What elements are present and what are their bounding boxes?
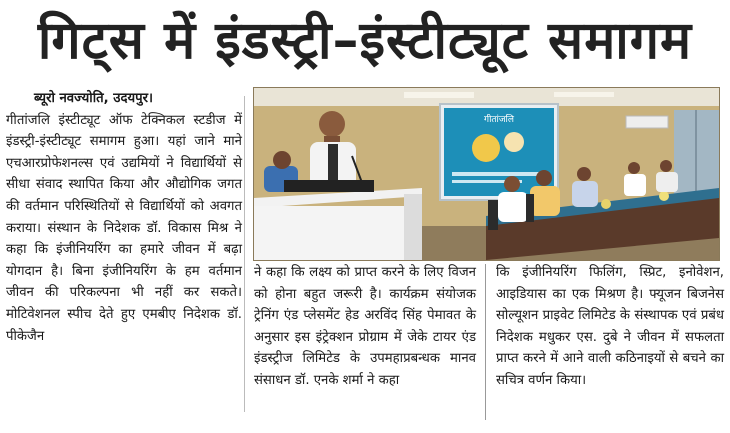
ac-unit (626, 116, 668, 128)
headline: गिट्स में इंडस्ट्री–इंस्टीट्यूट समागम (37, 11, 693, 71)
column-1-text: गीतांजलि इंस्टीट्यूट ऑफ टेक्निकल स्टडीज में इंडस्ट्री-इंस्टीट्यूट समागम हुआ। यहां जाने माने एचआरप्रोफेशनल्स एवं उद्यमियों ने विद्यार्थियों से सीधा संवाद स्थापित किया और औद्योगिक जगत की वर्तमान परिस्थितियों से विद्यार्थियों को अवगत कराया। संस्थान के निदेशक डॉ. विकास मिश्र ने कहा कि इंजीनियरिंग का हमारे जीवन में बढ़ा योगदान है। बिना इंजीनियरिंग के हम वर्तमान जीवन की परिकल्पना भी नहीं कर सकते। मोटिवेशनल स्पीच देते हुए एमबीए निदेशक डॉ. पीकेजैन (6, 112, 242, 344)
banner-emblem (472, 134, 500, 162)
article-column-3 (496, 262, 724, 392)
column-rule-right (485, 264, 486, 420)
byline: ब्यूरो नवज्योति, उदयपुर। (34, 91, 154, 106)
event-photo (253, 87, 720, 261)
podium (254, 206, 404, 260)
screen-text: गीतांजलि (484, 115, 514, 125)
column-rule-left (244, 96, 245, 412)
article-column-2 (254, 262, 476, 392)
ceiling-light (554, 92, 614, 97)
column-2-text: ने कहा कि लक्ष्य को प्राप्त करने के लिए विजन को होना बहुत जरूरी है। कार्यक्रम संयोजक ट्रेनिंग एंड प्लेसमेंट हेड अरविंद सिंह पेमावत के अनुसार इस इंट्रेक्शन प्रोग्राम में जेके टायर एंड इंडस्ट्रीज लिमिटेड के उपमहाप्रबन्धक मानव संसाधन डॉ. एनके शर्मा ने कहा (254, 265, 476, 388)
laptop (284, 180, 374, 192)
column-3-text: कि इंजीनियरिंग फिलिंग, स्प्रिट, इनोवेशन, आइडियास का एक मिश्रण है। फ्यूजन बिजनेस सोल्यूशन प्राइवेट लिमिटेड के संस्थापक एवं प्रबंध निदेशक मधुकर एस. दुबे ने जीवन में सफलता प्राप्त करने में आने वाली कठिनाइयों से बचने का सचित्र वर्णन किया। (496, 265, 724, 388)
ceiling-light (404, 92, 474, 98)
article-column-1 (6, 88, 242, 347)
event-photo-illustration (254, 88, 719, 260)
